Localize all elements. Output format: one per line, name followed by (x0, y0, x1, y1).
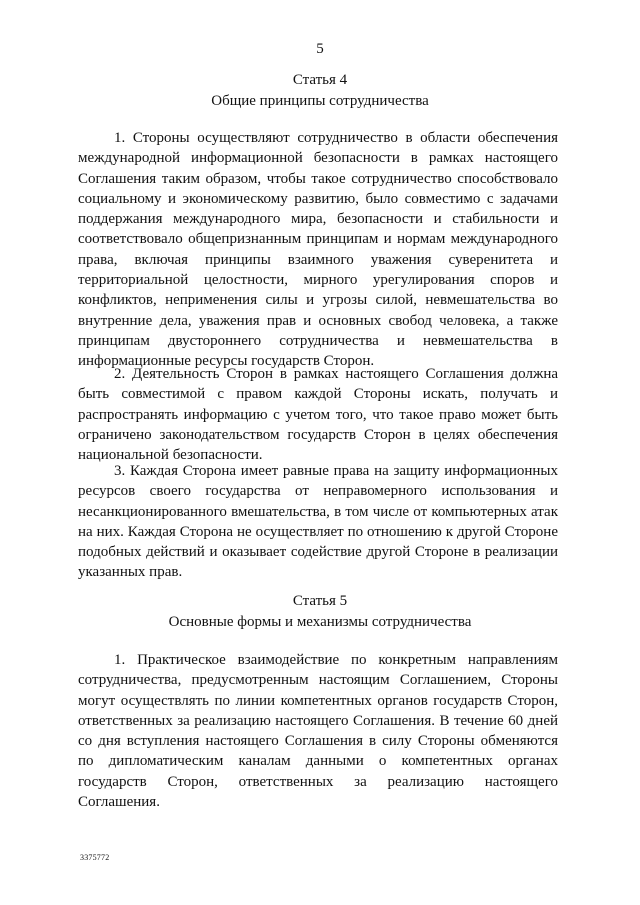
article-4-heading (0, 70, 640, 112)
article-4-subtitle: Общие принципы сотрудничества (211, 93, 429, 109)
article-4-paragraph-2: 2. Деятельность Сторон в рамках настоящего Соглашения должна быть совместимой с правом каждой Стороны искать, получать и распространять информацию с учетом того, что такое право может быть ограничено законодательством государств Сторон в целях обеспечения национальной безопасности. (78, 366, 558, 464)
article-5-subtitle: Основные формы и механизмы сотрудничества (168, 614, 472, 630)
article-5-heading (0, 591, 640, 633)
article-4-paragraph-3: 3. Каждая Сторона имеет равные права на защиту информационных ресурсов своего государства от неправомерного использования и несанкционированного вмешательства, в том числе от компьютерных атак на них. Каждая Сторона не осуществляет по отношению к другой Стороне подобных действий и оказывает содействие другой Стороне в реализации указанных прав. (78, 463, 558, 581)
page-number: 5 (316, 41, 324, 57)
article-4-paragraph-1: 1. Стороны осуществляют сотрудничество в области обеспечения международной информационной безопасности в рамках настоящего Соглашения таким образом, чтобы такое сотрудничество способствовало социальному и экономическому развитию, было совместимо с задачами поддержания международного мира, безопасности и стабильности и соответствовало общепризнанным принципам и нормам международного права, включая принципы взаимного уважения суверенитета и территориальной целостности, мирного урегулирования споров и конфликтов, неприменения силы и угрозы силой, невмешательства во внутренние дела, уважения прав и основных свобод человека, а также принципам двустороннего сотрудничества и невмешательства в информационные ресурсы государств Сторон. (78, 130, 558, 370)
article-5-title: Статья 5 (292, 593, 348, 609)
document-code: 3375772 (80, 853, 110, 862)
article-4-title: Статья 4 (292, 72, 348, 88)
article-5-paragraph-1: 1. Практическое взаимодействие по конкретным направлениям сотрудничества, предусмотренным настоящим Соглашением, Стороны могут осуществлять по линии компетентных органов государств Сторон, ответственных за реализацию настоящего Соглашения. В течение 60 дней со дня вступления настоящего Соглашения в силу Стороны обменяются по дипломатическим каналам данными о компетентных органах государств Сторон, ответственных за реализацию настоящего Соглашения. (78, 652, 558, 811)
